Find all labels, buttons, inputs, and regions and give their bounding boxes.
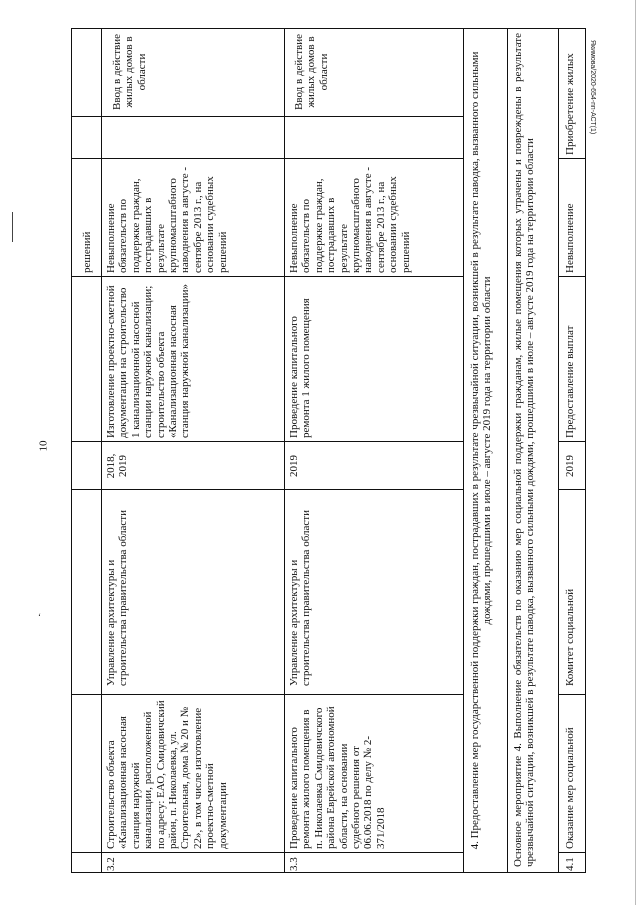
grid-line [71,116,463,117]
row-4-1-executor: Комитет социальной [564,588,576,686]
margin-mark [12,212,13,242]
row-4-1-event: Оказание мер социальной [564,727,576,849]
row-4-1-years: 2019 [564,455,576,477]
section-4-heading: 4. Предоставление мер государственной поддержки граждан, пострадавших в результате чрезвычайной ситуации, возникшей в результате паводка, вызванного сильными дождями, прошедшими в июле – августе 2019 года на территории области [469,51,494,850]
row-4-1-number: 4.1 [564,857,576,871]
row-3-3-number: 3.3 [288,857,300,871]
page-edge-line [635,0,636,905]
row-3-2-link: Ввод в действие жилых домов в области [111,34,148,110]
grid-line [101,28,102,873]
grid-line [558,28,559,873]
grid-line [463,28,464,873]
row-3-2-number: 3.2 [105,857,117,871]
grid-line [71,872,586,873]
grid-line [71,28,586,29]
row-3-3-years: 2019 [288,455,300,477]
page-number: 10 [37,440,50,452]
row-3-2-years: 2018, 2019 [105,453,130,479]
grid-line [284,28,285,873]
rotated-table [71,28,586,873]
header-cell-consequences: решений [81,231,93,273]
grid-line [71,694,463,695]
grid-line [71,852,463,853]
stray-mark: ‘ [38,612,41,622]
grid-line [558,441,586,442]
grid-line [558,276,586,277]
grid-line [71,489,463,490]
row-3-2-event: Строительство объекта «Канализационная насосная станция наружной канализации, расположенной по адресу: ЕАО, Смидовичский район, п. Николаевка, ул. Строительная, дома № 20 и № 22», в том числе изготовление проектно-сметной документации [105,700,229,849]
grid-line [71,158,463,159]
main-event-4: Основное мероприятие 4. Выполнение обязательств по оказанию мер социальной поддержки гражданам, жилые помещения которых утрачены и повреждены в результате чрезвычайной ситуации, возникшей в результате паводка, вызванного сильными дождями, прошедшими в июле – августе 2019 года на территории области [512,33,537,867]
row-3-3-executor: Управление архитектуры и строительства правительства области [288,510,313,686]
grid-line [71,276,463,277]
grid-line [558,489,586,490]
row-4-1-consequences: Невыполнение [564,203,576,273]
grid-line [558,158,586,159]
row-3-3-link: Ввод в действие жилых домов в области [293,34,330,110]
footer-stamp: Якимова/2020-654-пп-АСТ(1) [589,40,596,135]
row-3-2-consequences: Невыполнение обязательств по поддержке граждан, пострадавших в результате крупномасштабного наводнения в августе - сентябре 2013 г., на основании судебных решений [105,166,229,273]
grid-line [507,28,508,873]
row-3-2-content: Изготовление проектно-сметной документации на строительство 1 канализационной насосной станции наружной канализации; строительство объекта «Канализационная насосная станция наружной канализации» [105,284,192,438]
grid-line [71,28,72,873]
grid-line [71,441,463,442]
row-3-3-event: Проведение капитального ремонта жилого помещения в п. Николаевка Смидовичского района Еврейской автономной области, на основании судебного решения от 06.06.2018 по делу № 2-371/2018 [288,706,387,849]
row-4-1-content: Предоставление выплат [564,325,576,438]
row-4-1-link: Приобретение жилых [564,53,576,155]
row-3-3-content: Проведение капитального ремонта 1 жилого помещения [288,298,313,438]
row-3-2-executor: Управление архитектуры и строительства правительства области [105,510,130,686]
row-3-3-consequences: Невыполнение обязательств по поддержке граждан, пострадавших в результате крупномасштабного наводнения в августе - сентябре 2013 г., на основании судебных решений [288,166,412,273]
grid-line [558,694,586,695]
grid-line [585,28,586,873]
